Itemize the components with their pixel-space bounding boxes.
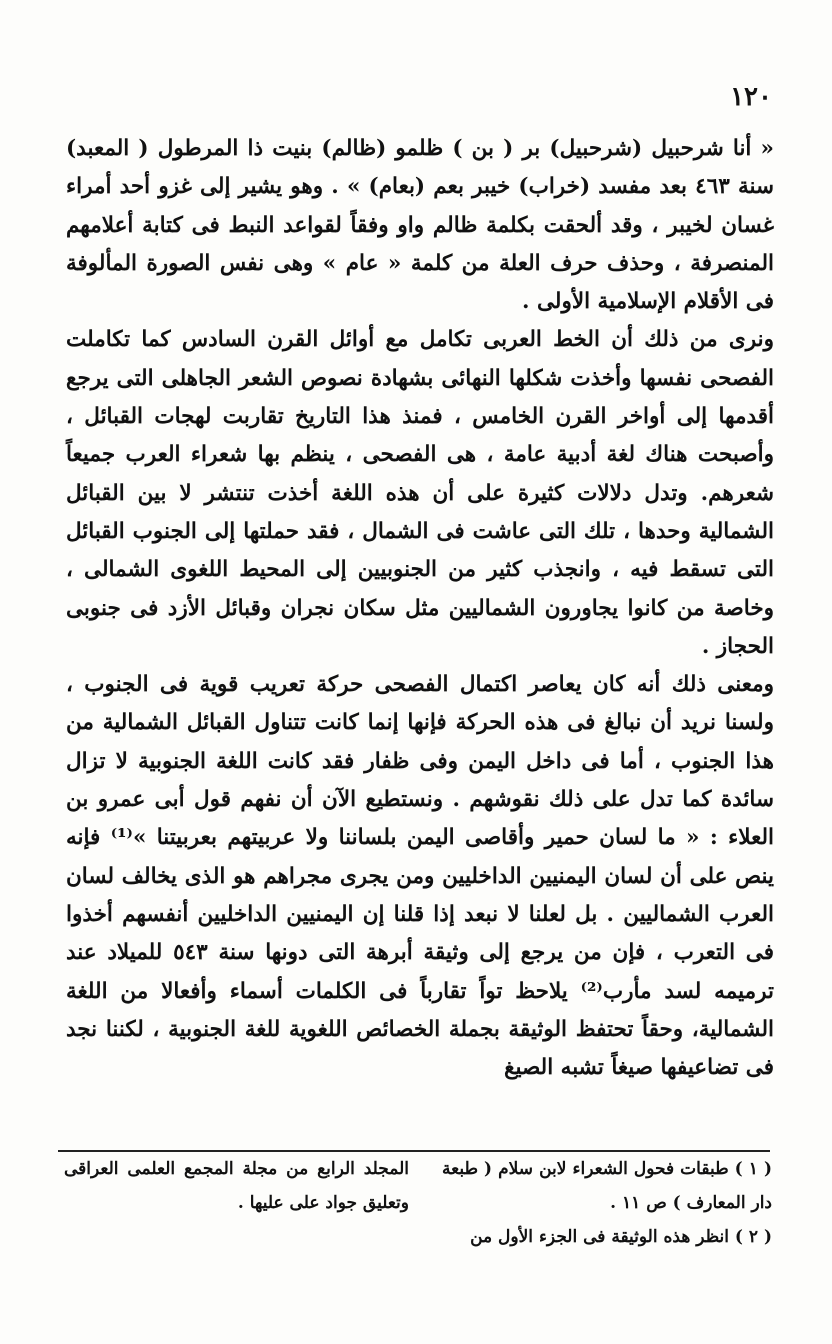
page-number: ١٢٠ bbox=[730, 82, 772, 112]
footnote: ( ١ ) طبقات فحول الشعراء لابن سلام ( طبعة دار المعارف ) ص ١١ . bbox=[442, 1159, 772, 1213]
paragraph: ونرى من ذلك أن الخط العربى تكامل مع أوائل القرن السادس كما تكاملت الفصحى نفسها وأخذت شكلها النهائى بشهادة نصوص الشعر الجاهلى التى يرجع أقدمها إلى أواخر القرن الخامس ، فمنذ هذا التاريخ تقاربت لهجات القبائل ، وأصبحت هناك لغة أدبية عامة ، هى الفصحى ، ينظم بها شعراء العرب جميعاً شعرهم. وتدل دلالات كثيرة على أن هذه اللغة أخذت تنتشر لا بين القبائل الشمالية وحدها ، تلك التى عاشت فى الشمال ، فقد حملتها إلى الجنوب القبائل التى تسقط فيه ، وانجذب كثير من الجنوبيين إلى المحيط اللغوى الشمالى ، وخاصة من كانوا يجاورون الشماليين مثل سكان نجران وقبائل الأزد فى جنوبى الحجاز . bbox=[66, 327, 774, 659]
footnotes-left-column bbox=[64, 1152, 409, 1220]
paragraph: « أنا شرحبيل (شرحبيل) بر ( بن ) ظلمو (ظالم) بنيت ذا المرطول ( المعبد) سنة ٤٦٣ بعد مفسد (خراب) خيبر بعم (بعام) » . وهو يشير إلى غزو أحد أمراء غسان لخيبر ، وقد ألحقت بكلمة ظالم واو وفقاً لقواعد النبط فى كتابة أعلامهم المنصرفة ، وحذف حرف العلة من كلمة « عام » وهى نفس الصورة المألوفة فى الأقلام الإسلامية الأولى . bbox=[66, 136, 774, 315]
footnotes-right-column bbox=[442, 1152, 772, 1254]
paragraph: ومعنى ذلك أنه كان يعاصر اكتمال الفصحى حركة تعريب قوية فى الجنوب ، ولسنا نريد أن نبالغ فى هذه الحركة فإنها إنما كانت تتناول القبائل الشمالية من هذا الجنوب ، أما فى داخل اليمن وفى ظفار فقد كانت اللغة الجنوبية لا تزال سائدة كما تدل على ذلك نقوشهم . ونستطيع الآن أن نفهم قول أبى عمرو بن العلاء : « ما لسان حمير وأقاصى اليمن بلساننا ولا عربيتهم بعربيتنا »⁽¹⁾ فإنه ينص على أن لسان اليمنيين الداخليين ومن يجرى مجراهم هو الذى يخالف لسان العرب الشماليين . بل لعلنا لا نبعد إذا قلنا إن اليمنيين الداخليين أنفسهم أخذوا فى التعرب ، فإن من يرجع إلى وثيقة أبرهة التى دونها سنة ٥٤٣ للميلاد عند ترميمه لسد مأرب⁽²⁾ يلاحظ تواً تقارباً فى الكلمات أسماء وأفعالا من اللغة الشمالية، وحقاً تحتفظ الوثيقة بجملة الخصائص اللغوية للغة الجنوبية ، لكننا نجد فى تضاعيفها صيغاً تشبه الصيغ bbox=[66, 672, 774, 1081]
footnote: ( ٢ ) انظر هذه الوثيقة فى الجزء الأول من bbox=[470, 1227, 772, 1247]
body-text bbox=[66, 130, 774, 1087]
footnote-continuation: المجلد الرابع من مجلة المجمع العلمى العراقى وتعليق جواد على عليها . bbox=[64, 1159, 409, 1213]
